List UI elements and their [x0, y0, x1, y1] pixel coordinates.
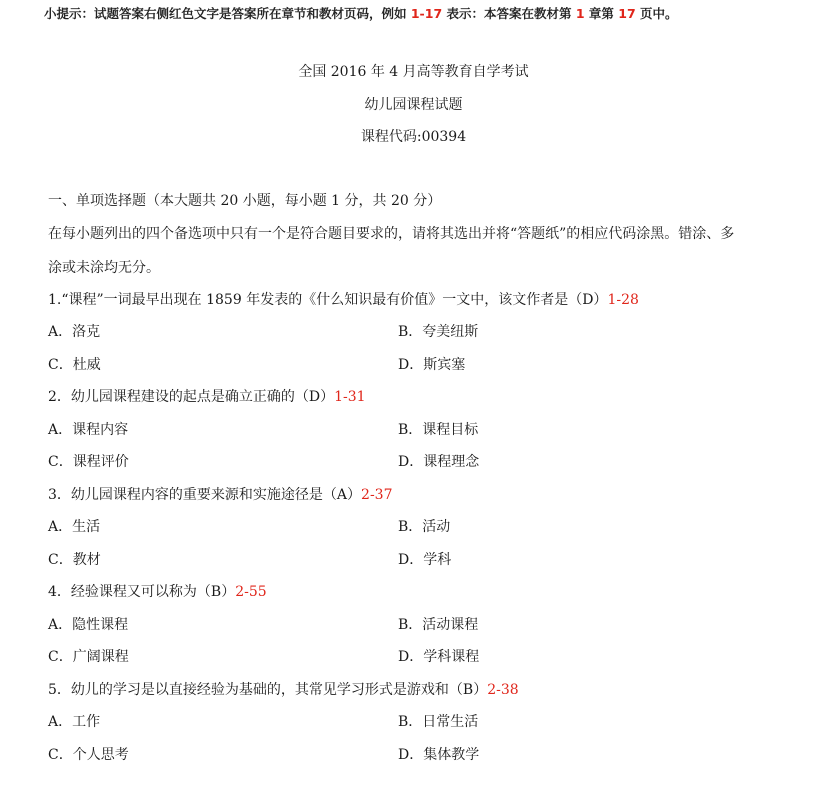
question-4-ref: 2-55	[235, 584, 267, 600]
question-1-stem	[48, 289, 639, 309]
question-3-option-a: A．生活	[48, 519, 101, 535]
subject-title: 幼儿园课程试题	[364, 97, 463, 113]
question-1-option-b: B．夸美纽斯	[398, 324, 479, 340]
tip-banner	[44, 4, 678, 22]
question-2-option-d: D．课程理念	[398, 454, 480, 470]
question-2-option-c: C．课程评价	[48, 454, 129, 470]
question-3-text: 3．幼儿园课程内容的重要来源和实施途径是（A）	[48, 487, 362, 503]
tip-chapter-suffix: 章第	[584, 6, 619, 21]
question-5-option-a: A．工作	[48, 714, 101, 730]
question-3-option-c: C．教材	[48, 552, 101, 568]
tip-example: 1-17	[410, 6, 443, 21]
question-1-text: 1.“课程”一词最早出现在 1859 年发表的《什么知识最有价值》一文中，该文作者是（D）	[48, 292, 608, 308]
tip-chapter: 1	[575, 6, 585, 21]
question-5-option-b: B．日常生活	[398, 714, 479, 730]
question-1-option-c: C．杜威	[48, 357, 101, 373]
question-4-option-c: C．广阔课程	[48, 649, 129, 665]
question-2-ref: 1-31	[334, 389, 366, 405]
question-3-ref: 2-37	[361, 487, 393, 503]
question-1-option-d: D．斯宾塞	[398, 357, 466, 373]
question-4-stem	[48, 581, 267, 601]
question-4-text: 4．经验课程又可以称为（B）	[48, 584, 236, 600]
tip-page: 17	[618, 6, 636, 21]
question-2-option-a: A．课程内容	[48, 422, 129, 438]
tip-prefix: 小提示：试题答案右侧红色文字是答案所在章节和教材页码，例如	[44, 6, 411, 21]
question-5-text: 5．幼儿的学习是以直接经验为基础的，其常见学习形式是游戏和（B）	[48, 682, 488, 698]
question-5-option-c: C．个人思考	[48, 747, 129, 763]
question-2-text: 2．幼儿园课程建设的起点是确立正确的（D）	[48, 389, 335, 405]
section-heading: 一、单项选择题（本大题共 20 小题，每小题 1 分，共 20 分）	[48, 193, 442, 209]
question-3-option-d: D．学科	[398, 552, 452, 568]
question-2-stem	[48, 386, 366, 406]
question-5-ref: 2-38	[487, 682, 519, 698]
question-4-option-a: A．隐性课程	[48, 617, 129, 633]
exam-title: 全国 2016 年 4 月高等教育自学考试	[298, 64, 529, 80]
question-4-option-b: B．活动课程	[398, 617, 479, 633]
question-4-option-d: D．学科课程	[398, 649, 480, 665]
question-2-option-b: B．课程目标	[398, 422, 479, 438]
question-5-option-d: D．集体教学	[398, 747, 480, 763]
instructions-line-2: 涂或未涂均无分。	[48, 260, 160, 276]
course-code: 课程代码:00394	[360, 129, 467, 145]
question-3-option-b: B．活动	[398, 519, 451, 535]
question-1-option-a: A．洛克	[48, 324, 101, 340]
tip-mid: 表示：本答案在教材第	[442, 6, 576, 21]
question-5-stem	[48, 679, 519, 699]
question-3-stem	[48, 484, 392, 504]
instructions-line-1: 在每小题列出的四个备选项中只有一个是符合题目要求的，请将其选出并将“答题纸”的相应代码涂黑。错涂、多	[48, 226, 735, 242]
tip-page-suffix: 页中。	[635, 6, 678, 21]
question-1-ref: 1-28	[607, 292, 639, 308]
